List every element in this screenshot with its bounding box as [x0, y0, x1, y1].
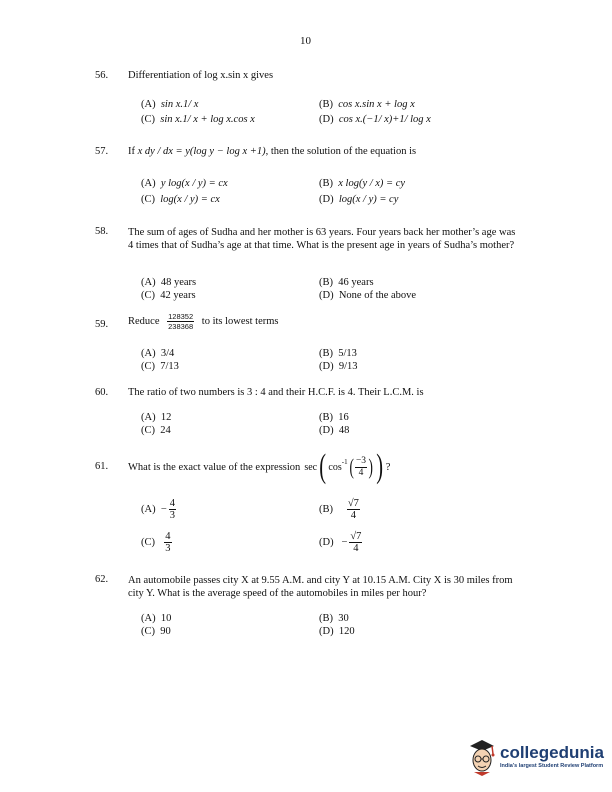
- question-text: If x dy / dx = y(log y − log x +1), then the solution of the equation is: [128, 146, 417, 157]
- question-number: 62.: [95, 574, 109, 585]
- option-c: (C) 7/13: [141, 361, 179, 372]
- option-a: (A) 12: [141, 412, 172, 423]
- question-text: Reduce $\frac{128352}{238368}$ to its lowest terms: [128, 312, 279, 331]
- option-c: (C) 42 years: [141, 290, 196, 301]
- option-a: (A) 10: [141, 613, 172, 624]
- logo-brand: collegedunia: [500, 743, 604, 762]
- option-b: (B) $\frac{√7}{4}$: [319, 498, 359, 521]
- option-b: (B) 30: [319, 613, 349, 624]
- question-number: 59.: [95, 319, 109, 330]
- fraction: $\frac{-3}{4}$: [355, 455, 367, 478]
- option-a: (A) sin x.1/ x: [141, 99, 199, 110]
- option-b: (B) 5/13: [319, 348, 357, 359]
- mascot-icon: [466, 736, 498, 776]
- question-number: 57.: [95, 146, 109, 157]
- option-d: (D) None of the above: [319, 290, 417, 301]
- option-c: (C) 90: [141, 626, 171, 637]
- question-number: 56.: [95, 70, 109, 81]
- option-a: (A) 48 years: [141, 277, 197, 288]
- question-text: The sum of ages of Sudha and her mother is 63 years. Four years back her mother’s age was 4 times that of Sudha’s age at that time. What is the present age in years of Sudha’s mother?: [128, 227, 516, 251]
- option-c: (C) 24: [141, 425, 171, 436]
- question-text: An automobile passes city X at 9.55 A.M. and city Y at 10.15 A.M. City X is 30 miles from city Y. What is the average speed of the automobiles in miles per hour?: [128, 575, 513, 599]
- option-c: (C) log(x / y) = cx: [141, 194, 220, 205]
- option-a: (A) − $\frac{4}{3}$: [141, 498, 175, 521]
- page-number: 10: [300, 35, 311, 47]
- option-c: (C) $\frac{4}{3}$: [141, 531, 171, 554]
- question-text: The ratio of two numbers is 3 : 4 and their H.C.F. is 4. Their L.C.M. is: [128, 387, 424, 398]
- question-number: 60.: [95, 387, 109, 398]
- left-bracket: (: [319, 448, 327, 485]
- question-number: 58.: [95, 226, 109, 237]
- option-b: (B) 16: [319, 412, 349, 423]
- option-d: (D) 48: [319, 425, 350, 436]
- question-text: What is the exact value of the expression sec ( cos $^{-1}$ ( $\frac{-3}{4}$ ) ) ?: [128, 448, 391, 485]
- option-b: (B) x log(y / x) = cy: [319, 178, 406, 189]
- question-text: Differentiation of log x.sin x gives: [128, 70, 274, 81]
- right-bracket: ): [376, 448, 384, 485]
- option-d: (D) 9/13: [319, 361, 358, 372]
- option-b: (B) cos x.sin x + log x: [319, 99, 415, 110]
- option-d: (D) 120: [319, 626, 355, 637]
- right-paren: ): [368, 454, 373, 479]
- option-b: (B) 46 years: [319, 277, 374, 288]
- collegedunia-logo: [466, 736, 604, 776]
- option-c: (C) sin x.1/ x + log x.cos x: [141, 114, 255, 125]
- fraction: $\frac{128352}{238368}$: [168, 312, 194, 331]
- option-d: (D) cos x.(−1/ x)+1/ log x: [319, 114, 431, 125]
- left-paren: (: [349, 454, 354, 479]
- option-a: (A) 3/4: [141, 348, 175, 359]
- option-a: (A) y log(x / y) = cx: [141, 178, 228, 189]
- option-d: (D) log(x / y) = cy: [319, 194, 399, 205]
- logo-tagline: India's largest Student Review Platform: [500, 763, 604, 769]
- question-number: 61.: [95, 461, 109, 472]
- option-d: (D) − $\frac{√7}{4}$: [319, 531, 362, 554]
